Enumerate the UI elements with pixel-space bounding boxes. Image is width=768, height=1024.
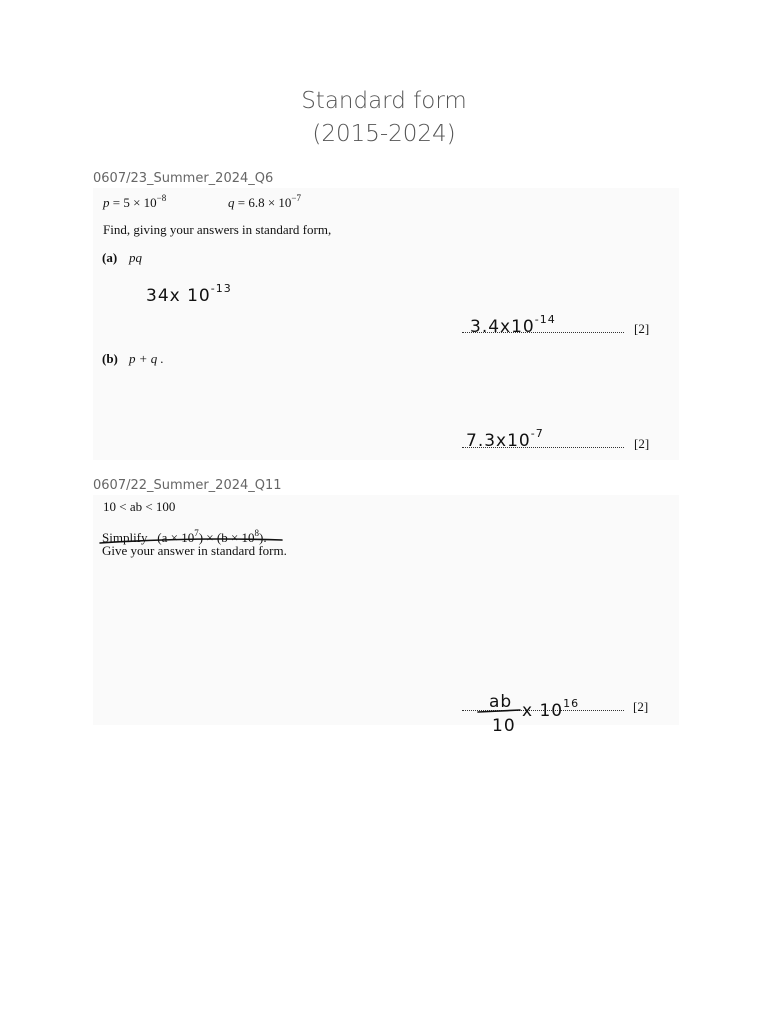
expr-a-exponent: 7 — [194, 528, 199, 538]
q2-marks: [2] — [633, 699, 649, 714]
part-a-working-exponent: -13 — [210, 282, 232, 295]
part-b-answer — [466, 427, 544, 451]
part-a-answer — [470, 313, 556, 337]
q2-answer-numerator: ab — [489, 692, 513, 712]
question-1-id: 0607/23_Summer_2024_Q6 — [93, 171, 274, 186]
part-b-expression: p + q . — [129, 351, 164, 366]
part-a-marks: [2] — [634, 321, 650, 336]
p-value: = 5 × 10 — [109, 195, 157, 210]
p-exponent: −8 — [156, 193, 167, 203]
q-exponent: −7 — [291, 193, 301, 203]
part-a-working-base: 34x 10 — [146, 286, 211, 306]
document-title: Standard form — [301, 88, 467, 114]
q-variable: q — [228, 195, 235, 210]
part-a-label: (a) — [102, 250, 118, 265]
q2-instruction: Give your answer in standard form. — [102, 543, 287, 558]
q-value: = 6.8 × 10 — [234, 195, 292, 210]
part-a-answer-exponent: -14 — [534, 313, 556, 326]
expr-a: (a × 10 — [157, 530, 195, 545]
q1-instruction: Find, giving your answers in standard form, — [103, 222, 332, 237]
part-a-working — [146, 282, 232, 306]
q2-answer-denominator: 10 — [492, 716, 516, 736]
part-b-label: (b) — [102, 351, 118, 366]
expr-b-exponent: 8 — [254, 528, 260, 538]
part-b-answer-exponent: -7 — [530, 427, 544, 440]
document-subtitle: (2015-2024) — [312, 121, 456, 147]
q2-answer-exponent: 16 — [563, 697, 580, 710]
part-a-answer-base: 3.4x10 — [470, 317, 535, 337]
expr-mid: ) × (b × 10 — [198, 530, 255, 545]
q1-definitions-q — [228, 193, 301, 211]
part-a-expression: pq — [129, 250, 142, 265]
simplify-word: Simplify — [102, 530, 148, 545]
q2-condition: 10 < ab < 100 — [103, 499, 176, 514]
part-b-answer-base: 7.3x10 — [466, 431, 531, 451]
p-variable: p — [103, 195, 110, 210]
part-b-marks: [2] — [634, 436, 650, 451]
question-2-id: 0607/22_Summer_2024_Q11 — [93, 478, 282, 493]
q2-answer-base: x 10 — [522, 701, 564, 721]
expr-end: ). — [259, 530, 267, 545]
q2-answer-power — [522, 697, 579, 721]
q1-definitions — [103, 193, 166, 211]
